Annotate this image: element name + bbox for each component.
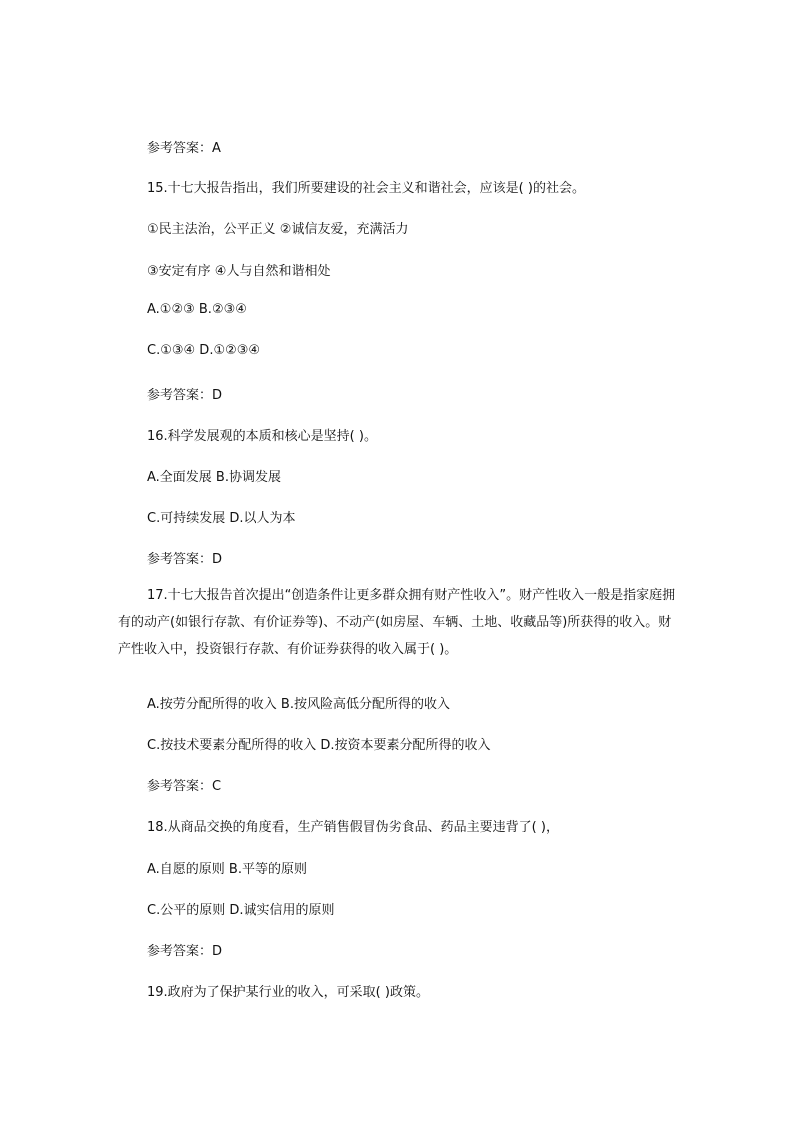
q17-options-cd: C.按技术要素分配所得的收入 D.按资本要素分配所得的收入 [147, 738, 491, 753]
answer-18: 参考答案：D [147, 944, 223, 959]
answer-14: 参考答案：A [147, 141, 221, 156]
question-19: 19.政府为了保护某行业的收入，可采取( )政策。 [147, 985, 429, 1000]
q17-options-ab: A.按劳分配所得的收入 B.按风险高低分配所得的收入 [147, 697, 450, 712]
answer-17: 参考答案：C [147, 779, 222, 794]
question-15: 15.十七大报告指出，我们所要建设的社会主义和谐社会，应该是( )的社会。 [147, 181, 585, 196]
q18-options-cd: C.公平的原则 D.诚实信用的原则 [147, 903, 335, 918]
q15-items-2: ③安定有序 ④人与自然和谐相处 [147, 264, 331, 279]
q15-options-ab: A.①②③ B.②③④ [147, 302, 247, 317]
question-16: 16.科学发展观的本质和核心是坚持( )。 [147, 429, 377, 444]
answer-15: 参考答案：D [147, 388, 223, 403]
answer-16: 参考答案：D [147, 552, 223, 567]
q15-items-1: ①民主法治，公平正义 ②诚信友爱，充满活力 [147, 222, 409, 237]
q15-options-cd: C.①③④ D.①②③④ [147, 343, 261, 358]
q16-options-ab: A.全面发展 B.协调发展 [147, 470, 281, 485]
question-17: 17.十七大报告首次提出“创造条件让更多群众拥有财产性收入”。财产性收入一般是指家庭拥有的动产(如银行存款、有价证券等)、不动产(如房屋、车辆、土地、收藏品等)所获得的收入。财产性收入中，投资银行存款、有价证券获得的收入属于( )。 [118, 588, 676, 657]
q16-options-cd: C.可持续发展 D.以人为本 [147, 511, 296, 526]
question-18: 18.从商品交换的角度看，生产销售假冒伪劣食品、药品主要违背了( )， [147, 820, 559, 835]
q18-options-ab: A.自愿的原则 B.平等的原则 [147, 862, 307, 877]
